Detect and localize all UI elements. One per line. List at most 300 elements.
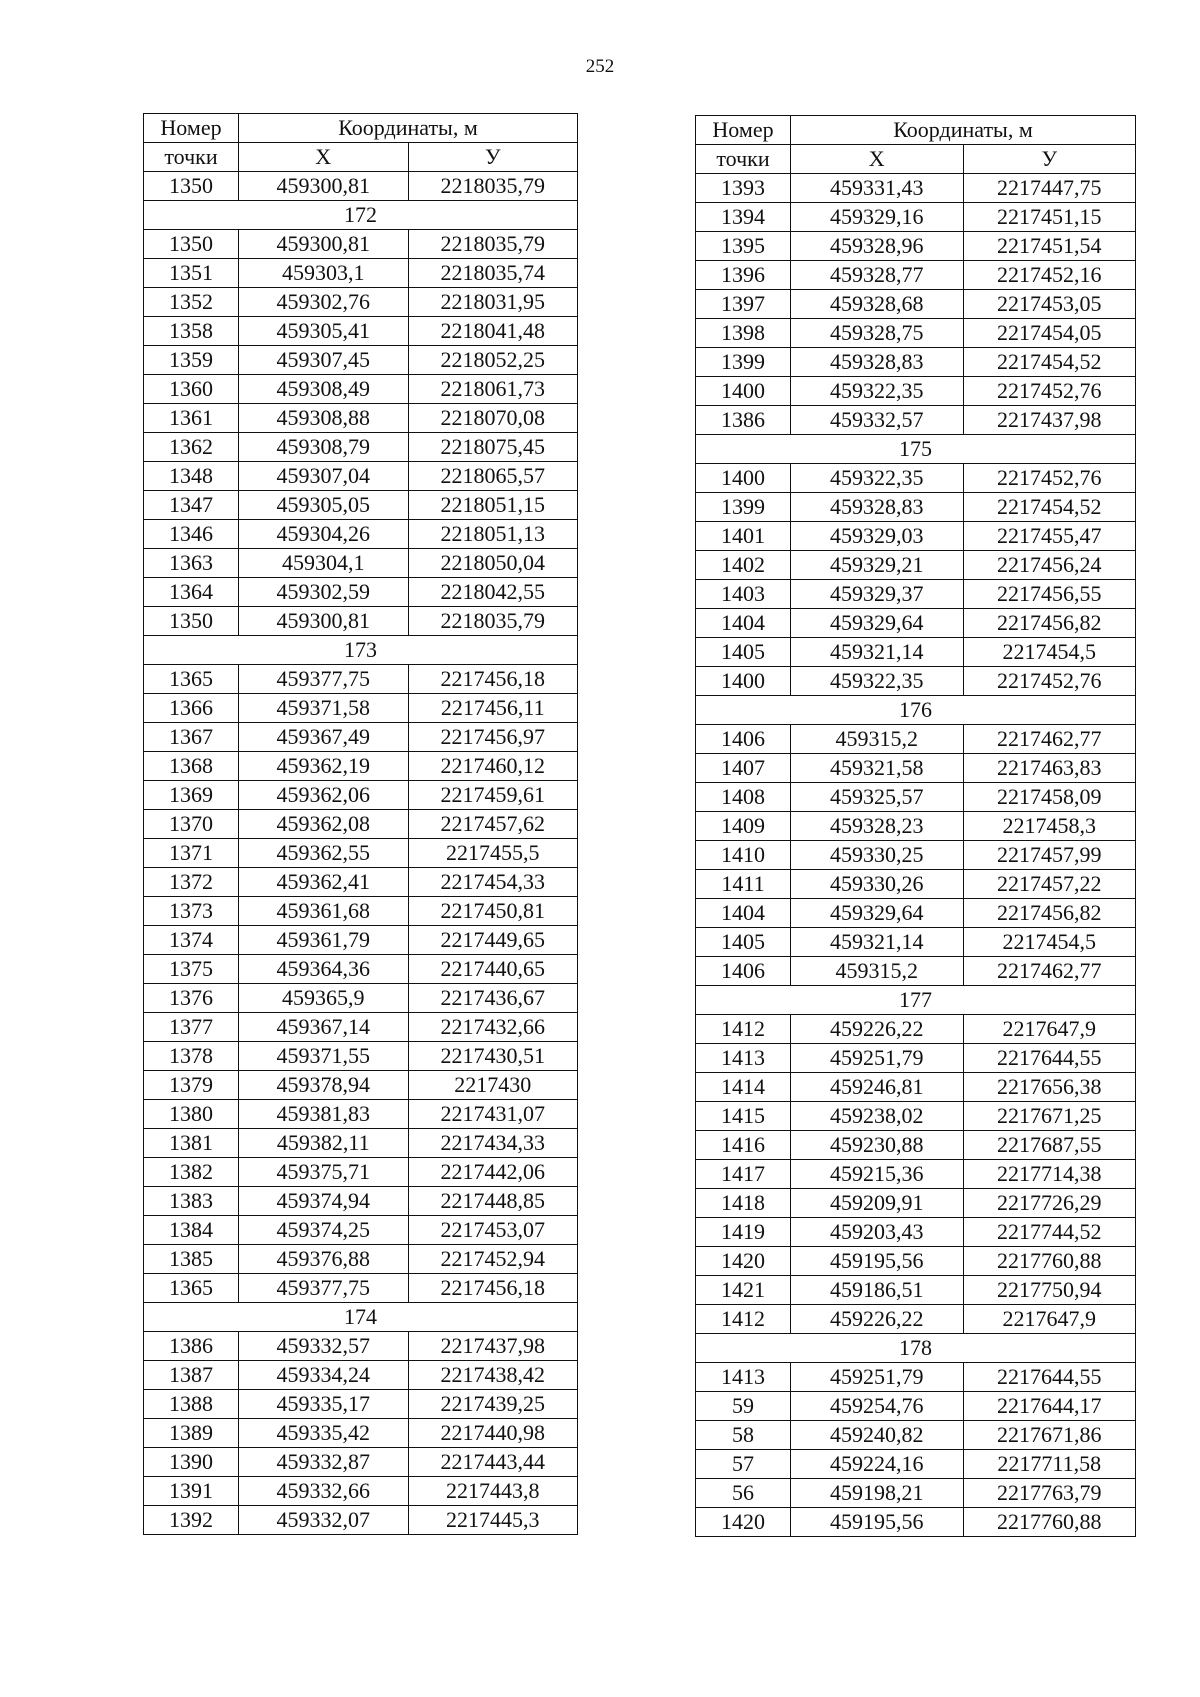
table-row (696, 928, 1136, 957)
table-row (144, 549, 578, 578)
table-row (144, 230, 578, 259)
point-number-cell: 1359 (144, 346, 239, 375)
table-row (144, 1158, 578, 1187)
y-coordinate-cell: 2218051,13 (408, 520, 578, 549)
section-label: 178 (696, 1334, 1136, 1363)
x-coordinate-cell: 459328,68 (791, 290, 964, 319)
table-row (144, 346, 578, 375)
point-number-cell: 1416 (696, 1131, 791, 1160)
x-coordinate-cell: 459331,43 (791, 174, 964, 203)
x-coordinate-cell: 459251,79 (791, 1363, 964, 1392)
point-number-cell: 1374 (144, 926, 239, 955)
table-row (696, 319, 1136, 348)
y-coordinate-cell: 2217671,25 (963, 1102, 1136, 1131)
table-row (144, 1390, 578, 1419)
table-row (696, 290, 1136, 319)
y-coordinate-cell: 2217457,99 (963, 841, 1136, 870)
point-number-cell: 1397 (696, 290, 791, 319)
point-number-cell: 1358 (144, 317, 239, 346)
point-number-cell: 1418 (696, 1189, 791, 1218)
table-row (696, 580, 1136, 609)
y-coordinate-cell: 2217726,29 (963, 1189, 1136, 1218)
x-coordinate-cell: 459362,19 (239, 752, 409, 781)
point-number-cell: 1391 (144, 1477, 239, 1506)
point-number-cell: 1393 (696, 174, 791, 203)
point-number-cell: 1347 (144, 491, 239, 520)
table-row (144, 404, 578, 433)
section-header-row (144, 1303, 578, 1332)
x-coordinate-cell: 459362,06 (239, 781, 409, 810)
y-coordinate-cell: 2217456,82 (963, 899, 1136, 928)
y-coordinate-cell: 2217452,94 (408, 1245, 578, 1274)
table-row (696, 1421, 1136, 1450)
point-number-cell: 1407 (696, 754, 791, 783)
table-row (144, 897, 578, 926)
x-coordinate-cell: 459315,2 (791, 957, 964, 986)
table-row (144, 1100, 578, 1129)
y-coordinate-cell: 2217455,47 (963, 522, 1136, 551)
point-number-cell: 1421 (696, 1276, 791, 1305)
x-coordinate-cell: 459378,94 (239, 1071, 409, 1100)
y-coordinate-cell: 2217760,88 (963, 1247, 1136, 1276)
x-coordinate-cell: 459362,55 (239, 839, 409, 868)
y-coordinate-cell: 2217454,52 (963, 493, 1136, 522)
point-number-cell: 1346 (144, 520, 239, 549)
x-coordinate-cell: 459300,81 (239, 172, 409, 201)
point-number-cell: 1348 (144, 462, 239, 491)
y-column-header: У (963, 145, 1136, 174)
y-coordinate-cell: 2217443,8 (408, 1477, 578, 1506)
x-coordinate-cell: 459240,82 (791, 1421, 964, 1450)
x-coordinate-cell: 459332,66 (239, 1477, 409, 1506)
y-coordinate-cell: 2217448,85 (408, 1187, 578, 1216)
table-row (144, 1332, 578, 1361)
section-label: 172 (144, 201, 578, 230)
y-coordinate-cell: 2217436,67 (408, 984, 578, 1013)
point-number-cell: 1395 (696, 232, 791, 261)
table-row (144, 317, 578, 346)
table-header-row (696, 116, 1136, 145)
y-coordinate-cell: 2218050,04 (408, 549, 578, 578)
y-coordinate-cell: 2217451,54 (963, 232, 1136, 261)
point-number-cell: 1394 (696, 203, 791, 232)
x-coordinate-cell: 459251,79 (791, 1044, 964, 1073)
x-coordinate-cell: 459362,41 (239, 868, 409, 897)
x-coordinate-cell: 459364,36 (239, 955, 409, 984)
point-number-cell: 59 (696, 1392, 791, 1421)
y-coordinate-cell: 2217453,07 (408, 1216, 578, 1245)
section-label: 177 (696, 986, 1136, 1015)
y-coordinate-cell: 2217454,05 (963, 319, 1136, 348)
y-coordinate-cell: 2217456,18 (408, 1274, 578, 1303)
table-row (144, 1361, 578, 1390)
x-coordinate-cell: 459322,35 (791, 667, 964, 696)
y-coordinate-cell: 2218052,25 (408, 346, 578, 375)
x-coordinate-cell: 459198,21 (791, 1479, 964, 1508)
y-coordinate-cell: 2217437,98 (963, 406, 1136, 435)
table-row (144, 1129, 578, 1158)
x-coordinate-cell: 459203,43 (791, 1218, 964, 1247)
x-coordinate-cell: 459329,37 (791, 580, 964, 609)
x-coordinate-cell: 459328,23 (791, 812, 964, 841)
point-number-cell: 1350 (144, 607, 239, 636)
point-number-cell: 1399 (696, 348, 791, 377)
y-coordinate-cell: 2217647,9 (963, 1305, 1136, 1334)
table-row (696, 1218, 1136, 1247)
y-coordinate-cell: 2217644,55 (963, 1044, 1136, 1073)
point-number-cell: 1352 (144, 288, 239, 317)
y-coordinate-cell: 2218061,73 (408, 375, 578, 404)
section-label: 174 (144, 1303, 578, 1332)
table-row (696, 1450, 1136, 1479)
table-row (696, 1276, 1136, 1305)
y-coordinate-cell: 2217458,3 (963, 812, 1136, 841)
table-row (696, 493, 1136, 522)
x-coordinate-cell: 459330,26 (791, 870, 964, 899)
x-coordinate-cell: 459382,11 (239, 1129, 409, 1158)
y-coordinate-cell: 2217437,98 (408, 1332, 578, 1361)
y-coordinate-cell: 2218065,57 (408, 462, 578, 491)
table-row (144, 375, 578, 404)
y-coordinate-cell: 2217452,16 (963, 261, 1136, 290)
point-number-cell: 1411 (696, 870, 791, 899)
point-number-header: Номер (144, 114, 239, 143)
coordinates-header: Координаты, м (239, 114, 578, 143)
point-number-cell: 1375 (144, 955, 239, 984)
section-label: 173 (144, 636, 578, 665)
x-coordinate-cell: 459321,14 (791, 638, 964, 667)
point-number-cell: 1373 (144, 897, 239, 926)
y-coordinate-cell: 2217431,07 (408, 1100, 578, 1129)
point-number-cell: 1368 (144, 752, 239, 781)
point-number-cell: 1414 (696, 1073, 791, 1102)
y-coordinate-cell: 2217454,5 (963, 928, 1136, 957)
y-coordinate-cell: 2217763,79 (963, 1479, 1136, 1508)
table-row (144, 665, 578, 694)
x-coordinate-cell: 459230,88 (791, 1131, 964, 1160)
point-number-cell: 1377 (144, 1013, 239, 1042)
y-coordinate-cell: 2218051,15 (408, 491, 578, 520)
point-number-cell: 1415 (696, 1102, 791, 1131)
point-number-cell: 1371 (144, 839, 239, 868)
table-row (696, 1073, 1136, 1102)
x-coordinate-cell: 459186,51 (791, 1276, 964, 1305)
x-coordinate-cell: 459226,22 (791, 1305, 964, 1334)
table-row (144, 810, 578, 839)
x-coordinate-cell: 459322,35 (791, 464, 964, 493)
table-row (696, 957, 1136, 986)
y-coordinate-cell: 2217671,86 (963, 1421, 1136, 1450)
y-coordinate-cell: 2217457,22 (963, 870, 1136, 899)
y-coordinate-cell: 2217647,9 (963, 1015, 1136, 1044)
y-coordinate-cell: 2218035,74 (408, 259, 578, 288)
x-coordinate-cell: 459332,87 (239, 1448, 409, 1477)
table-row (696, 1363, 1136, 1392)
y-coordinate-cell: 2217656,38 (963, 1073, 1136, 1102)
point-number-cell: 1350 (144, 230, 239, 259)
point-number-cell: 1370 (144, 810, 239, 839)
x-coordinate-cell: 459300,81 (239, 607, 409, 636)
x-coordinate-cell: 459328,96 (791, 232, 964, 261)
page-number: 252 (585, 56, 615, 77)
x-coordinate-cell: 459303,1 (239, 259, 409, 288)
point-number-cell: 1400 (696, 464, 791, 493)
section-label: 175 (696, 435, 1136, 464)
table-row (696, 1102, 1136, 1131)
x-coordinate-cell: 459302,59 (239, 578, 409, 607)
table-row (144, 433, 578, 462)
table-row (144, 926, 578, 955)
x-coordinate-cell: 459374,25 (239, 1216, 409, 1245)
point-number-cell: 1381 (144, 1129, 239, 1158)
point-number-cell: 57 (696, 1450, 791, 1479)
table-row (696, 667, 1136, 696)
table-row (144, 578, 578, 607)
section-header-row (144, 201, 578, 230)
x-coordinate-cell: 459332,57 (791, 406, 964, 435)
y-coordinate-cell: 2217432,66 (408, 1013, 578, 1042)
point-number-header-line2: точки (144, 143, 239, 172)
point-number-cell: 1400 (696, 377, 791, 406)
point-number-cell: 1412 (696, 1015, 791, 1044)
point-number-cell: 1365 (144, 1274, 239, 1303)
y-coordinate-cell: 2218031,95 (408, 288, 578, 317)
point-number-cell: 1382 (144, 1158, 239, 1187)
point-number-cell: 1363 (144, 549, 239, 578)
y-coordinate-cell: 2217447,75 (963, 174, 1136, 203)
point-number-cell: 1386 (144, 1332, 239, 1361)
point-number-cell: 1360 (144, 375, 239, 404)
y-coordinate-cell: 2217455,5 (408, 839, 578, 868)
x-coordinate-cell: 459302,76 (239, 288, 409, 317)
table-row (144, 1216, 578, 1245)
y-coordinate-cell: 2217750,94 (963, 1276, 1136, 1305)
table-header-row (144, 114, 578, 143)
x-coordinate-cell: 459367,14 (239, 1013, 409, 1042)
table-row (144, 839, 578, 868)
x-coordinate-cell: 459226,22 (791, 1015, 964, 1044)
table-subheader-row (144, 143, 578, 172)
y-coordinate-cell: 2217440,65 (408, 955, 578, 984)
point-number-cell: 1351 (144, 259, 239, 288)
table-row (144, 1071, 578, 1100)
point-number-cell: 1366 (144, 694, 239, 723)
table-row (144, 1477, 578, 1506)
y-coordinate-cell: 2217456,18 (408, 665, 578, 694)
x-coordinate-cell: 459371,58 (239, 694, 409, 723)
coordinates-table-left (143, 113, 578, 1535)
point-number-cell: 58 (696, 1421, 791, 1450)
x-coordinate-cell: 459322,35 (791, 377, 964, 406)
y-coordinate-cell: 2217456,82 (963, 609, 1136, 638)
point-number-cell: 1367 (144, 723, 239, 752)
point-number-cell: 1396 (696, 261, 791, 290)
y-coordinate-cell: 2217452,76 (963, 667, 1136, 696)
point-number-cell: 1362 (144, 433, 239, 462)
coordinates-table-right (695, 115, 1136, 1537)
point-number-cell: 1400 (696, 667, 791, 696)
table-row (144, 1245, 578, 1274)
x-coordinate-cell: 459367,49 (239, 723, 409, 752)
point-number-cell: 1361 (144, 404, 239, 433)
table-row (144, 288, 578, 317)
y-coordinate-cell: 2218075,45 (408, 433, 578, 462)
x-column-header: Х (239, 143, 409, 172)
x-coordinate-cell: 459332,57 (239, 1332, 409, 1361)
y-coordinate-cell: 2217454,52 (963, 348, 1136, 377)
point-number-cell: 1419 (696, 1218, 791, 1247)
point-number-cell: 1403 (696, 580, 791, 609)
x-coordinate-cell: 459374,94 (239, 1187, 409, 1216)
x-column-header: Х (791, 145, 964, 174)
y-coordinate-cell: 2217449,65 (408, 926, 578, 955)
x-coordinate-cell: 459376,88 (239, 1245, 409, 1274)
section-label: 176 (696, 696, 1136, 725)
x-coordinate-cell: 459325,57 (791, 783, 964, 812)
y-coordinate-cell: 2217744,52 (963, 1218, 1136, 1247)
y-coordinate-cell: 2218035,79 (408, 607, 578, 636)
x-coordinate-cell: 459328,77 (791, 261, 964, 290)
x-coordinate-cell: 459377,75 (239, 1274, 409, 1303)
x-coordinate-cell: 459329,03 (791, 522, 964, 551)
x-coordinate-cell: 459329,16 (791, 203, 964, 232)
point-number-cell: 1388 (144, 1390, 239, 1419)
y-coordinate-cell: 2217462,77 (963, 725, 1136, 754)
table-row (696, 1305, 1136, 1334)
x-coordinate-cell: 459321,58 (791, 754, 964, 783)
y-coordinate-cell: 2218035,79 (408, 172, 578, 201)
x-coordinate-cell: 459334,24 (239, 1361, 409, 1390)
section-header-row (696, 1334, 1136, 1363)
x-coordinate-cell: 459308,88 (239, 404, 409, 433)
point-number-cell: 1398 (696, 319, 791, 348)
table-row (696, 1189, 1136, 1218)
table-row (144, 694, 578, 723)
y-coordinate-cell: 2217454,33 (408, 868, 578, 897)
point-number-cell: 1350 (144, 172, 239, 201)
point-number-cell: 1380 (144, 1100, 239, 1129)
table-row (144, 781, 578, 810)
point-number-header: Номер (696, 116, 791, 145)
table-row (696, 522, 1136, 551)
x-coordinate-cell: 459377,75 (239, 665, 409, 694)
y-coordinate-cell: 2217445,3 (408, 1506, 578, 1535)
x-coordinate-cell: 459209,91 (791, 1189, 964, 1218)
table-row (144, 491, 578, 520)
x-coordinate-cell: 459307,04 (239, 462, 409, 491)
y-coordinate-cell: 2217463,83 (963, 754, 1136, 783)
y-coordinate-cell: 2217458,09 (963, 783, 1136, 812)
point-number-cell: 1364 (144, 578, 239, 607)
point-number-cell: 1390 (144, 1448, 239, 1477)
x-coordinate-cell: 459321,14 (791, 928, 964, 957)
table-row (144, 259, 578, 288)
table-row (696, 899, 1136, 928)
table-row (696, 1160, 1136, 1189)
point-number-cell: 1413 (696, 1363, 791, 1392)
point-number-cell: 1420 (696, 1508, 791, 1537)
y-coordinate-cell: 2217452,76 (963, 464, 1136, 493)
section-header-row (696, 696, 1136, 725)
y-coordinate-cell: 2217457,62 (408, 810, 578, 839)
point-number-cell: 1404 (696, 899, 791, 928)
x-coordinate-cell: 459335,42 (239, 1419, 409, 1448)
y-coordinate-cell: 2218041,48 (408, 317, 578, 346)
table-row (144, 172, 578, 201)
point-number-cell: 1378 (144, 1042, 239, 1071)
x-coordinate-cell: 459371,55 (239, 1042, 409, 1071)
y-coordinate-cell: 2218070,08 (408, 404, 578, 433)
y-column-header: У (408, 143, 578, 172)
table-row (696, 783, 1136, 812)
table-row (144, 1042, 578, 1071)
table-row (144, 1013, 578, 1042)
x-coordinate-cell: 459238,02 (791, 1102, 964, 1131)
table-row (696, 348, 1136, 377)
y-coordinate-cell: 2217456,11 (408, 694, 578, 723)
y-coordinate-cell: 2218035,79 (408, 230, 578, 259)
table-row (696, 464, 1136, 493)
point-number-cell: 1402 (696, 551, 791, 580)
x-coordinate-cell: 459328,83 (791, 348, 964, 377)
x-coordinate-cell: 459304,26 (239, 520, 409, 549)
point-number-cell: 1405 (696, 928, 791, 957)
table-subheader-row (696, 145, 1136, 174)
x-coordinate-cell: 459305,05 (239, 491, 409, 520)
table-row (696, 754, 1136, 783)
point-number-cell: 1376 (144, 984, 239, 1013)
point-number-cell: 1406 (696, 725, 791, 754)
point-number-cell: 1379 (144, 1071, 239, 1100)
y-coordinate-cell: 2217644,55 (963, 1363, 1136, 1392)
table-row (696, 174, 1136, 203)
section-header-row (696, 986, 1136, 1015)
point-number-cell: 1401 (696, 522, 791, 551)
table-row (696, 1247, 1136, 1276)
point-number-cell: 1410 (696, 841, 791, 870)
y-coordinate-cell: 2217460,12 (408, 752, 578, 781)
y-coordinate-cell: 2217430 (408, 1071, 578, 1100)
table-row (144, 723, 578, 752)
table-row (144, 868, 578, 897)
table-row (144, 1187, 578, 1216)
table-row (696, 1044, 1136, 1073)
x-coordinate-cell: 459246,81 (791, 1073, 964, 1102)
table-row (144, 1506, 578, 1535)
y-coordinate-cell: 2217443,44 (408, 1448, 578, 1477)
x-coordinate-cell: 459362,08 (239, 810, 409, 839)
point-number-cell: 1392 (144, 1506, 239, 1535)
table-row (144, 462, 578, 491)
x-coordinate-cell: 459254,76 (791, 1392, 964, 1421)
x-coordinate-cell: 459330,25 (791, 841, 964, 870)
y-coordinate-cell: 2217453,05 (963, 290, 1136, 319)
point-number-cell: 1372 (144, 868, 239, 897)
point-number-cell: 1404 (696, 609, 791, 638)
x-coordinate-cell: 459335,17 (239, 1390, 409, 1419)
x-coordinate-cell: 459195,56 (791, 1247, 964, 1276)
x-coordinate-cell: 459328,83 (791, 493, 964, 522)
y-coordinate-cell: 2217430,51 (408, 1042, 578, 1071)
y-coordinate-cell: 2217644,17 (963, 1392, 1136, 1421)
point-number-cell: 1417 (696, 1160, 791, 1189)
point-number-cell: 1383 (144, 1187, 239, 1216)
point-number-cell: 1408 (696, 783, 791, 812)
y-coordinate-cell: 2217456,55 (963, 580, 1136, 609)
table-row (696, 841, 1136, 870)
table-row (144, 984, 578, 1013)
point-number-cell: 1406 (696, 957, 791, 986)
